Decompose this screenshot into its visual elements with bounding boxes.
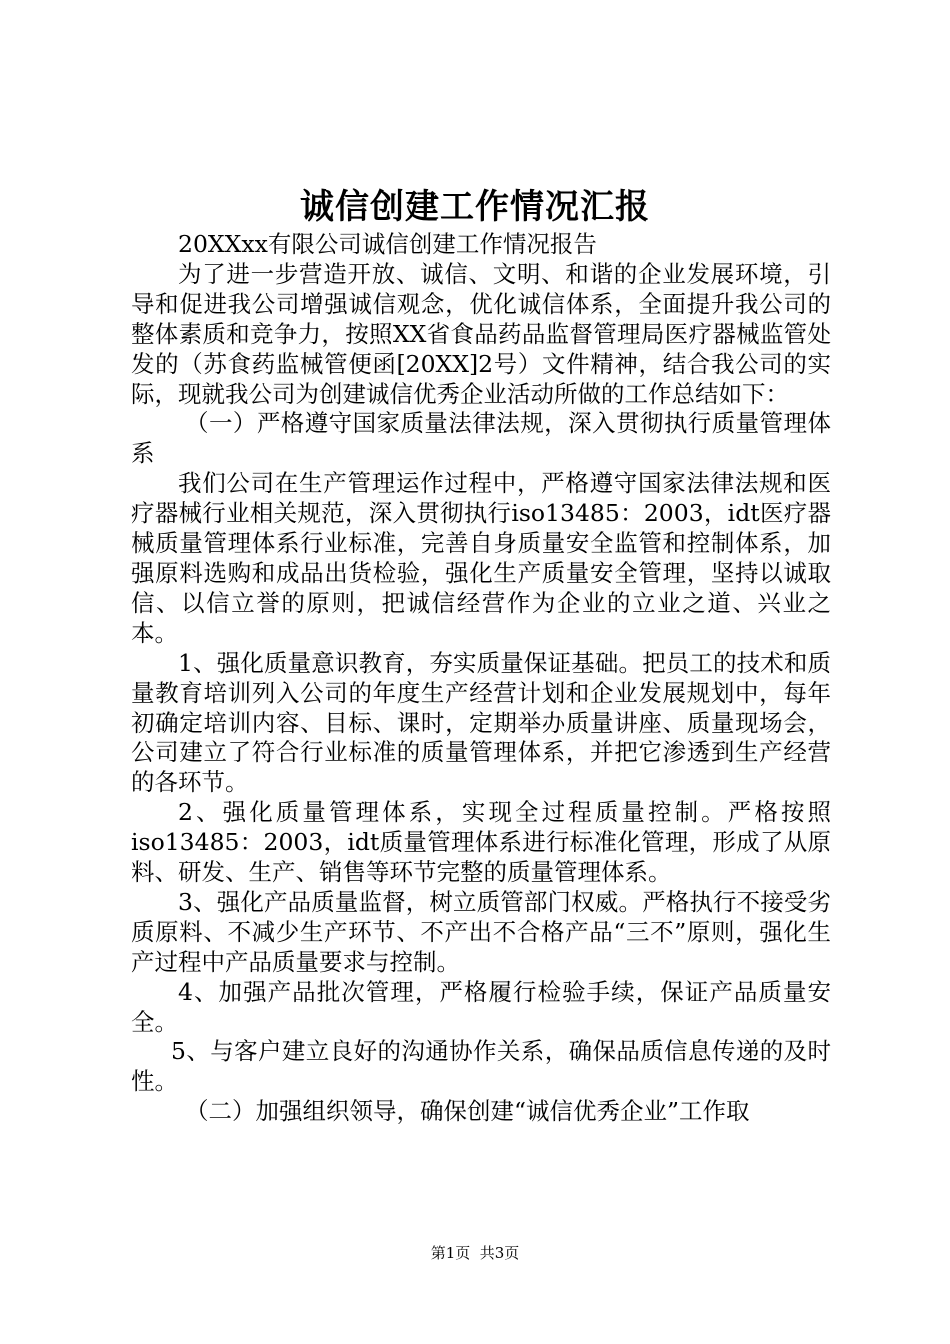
intro-paragraph: 为了进一步营造开放、诚信、文明、和谐的企业发展环境，引导和促进我公司增强诚信观念，优化诚信体系，全面提升我公司的整体素质和竞争力，按照XX省食品药品监督管理局医疗器械监管处发的（苏食药监械管便函[20XX]2号）文件精神，结合我公司的实际，现就我公司为创建诚信优秀企业活动所做的工作总结如下： — [131, 259, 831, 408]
document-title: 诚信创建工作情况汇报 — [300, 187, 650, 227]
list-item-3: 3、强化产品质量监督，树立质管部门权威。严格执行不接受劣质原料、不减少生产环节、不产出不合格产品“三不”原则，强化生产过程中产品质量要求与控制。 — [131, 887, 831, 976]
list-item-2: 2、强化质量管理体系，实现全过程质量控制。严格按照iso13485：2003，idt质量管理体系进行标准化管理，形成了从原料、研发、生产、销售等环节完整的质量管理体系。 — [131, 798, 831, 887]
report-heading: 20XXxx有限公司诚信创建工作情况报告 — [178, 230, 597, 258]
body-paragraph: 我们公司在生产管理运作过程中，严格遵守国家法律法规和医疗器械行业相关规范，深入贯彻执行iso13485：2003，idt医疗器械质量管理体系行业标准，完善自身质量安全监管和控制体系，加强原料选购和成品出货检验，强化生产质量安全管理，坚持以诚取信、以信立誉的原则，把诚信经营作为企业的立业之道、兴业之本。 — [131, 469, 831, 647]
page-footer — [0, 1242, 950, 1264]
page-number: 第1页 共3页 — [430, 1244, 520, 1262]
list-item-5: 5、与客户建立良好的沟通协作关系，确保品质信息传递的及时性。 — [131, 1037, 831, 1096]
section-heading-2: （二）加强组织领导，确保创建“诚信优秀企业”工作取 — [185, 1097, 750, 1126]
list-item-1: 1、强化质量意识教育，夯实质量保证基础。把员工的技术和质量教育培训列入公司的年度生产经营计划和企业发展规划中，每年初确定培训内容、目标、课时，定期举办质量讲座、质量现场会，公司建立了符合行业标准的质量管理体系，并把它渗透到生产经营的各环节。 — [131, 648, 831, 797]
list-item-4: 4、加强产品批次管理，严格履行检验手续，保证产品质量安全。 — [131, 977, 831, 1036]
section-heading-1: （一）严格遵守国家质量法律法规，深入贯彻执行质量管理体系 — [131, 409, 831, 468]
document-body — [131, 230, 831, 1127]
